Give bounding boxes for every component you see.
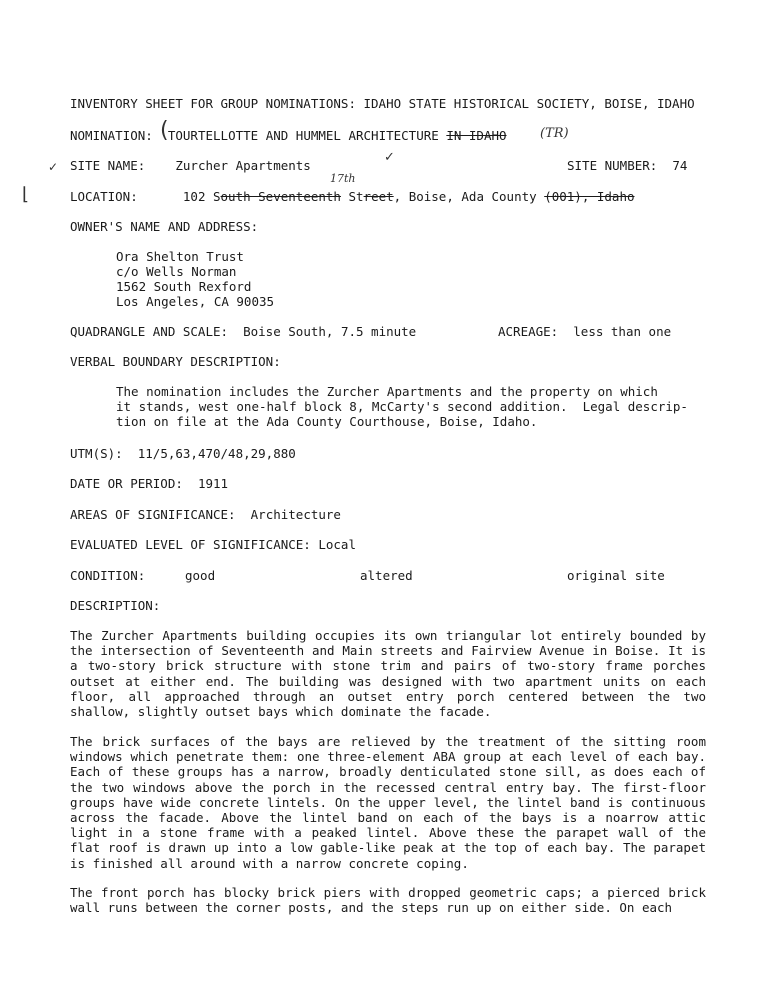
location-label: LOCATION: <box>70 189 138 204</box>
level-value: Local <box>318 537 356 552</box>
nomination-value: TOURTELLOTTE AND HUMMEL ARCHITECTURE <box>167 128 439 143</box>
quadrangle-label: QUADRANGLE AND SCALE: <box>70 324 229 339</box>
quadrangle-value: Boise South, 7.5 minute <box>243 324 417 339</box>
description-paragraph-text: The front porch has blocky brick piers with dropped geometric caps; a pierced brick wall runs between the corner posts, and the steps run up on either side. On each <box>70 885 706 916</box>
description-label: DESCRIPTION: <box>70 598 161 613</box>
utm-value: 11/5,63,470/48,29,880 <box>137 446 296 461</box>
acreage-label: ACREAGE: <box>498 324 559 339</box>
date-row <box>70 476 228 491</box>
level-label: EVALUATED LEVEL OF SIGNIFICANCE: <box>70 537 311 552</box>
areas-label: AREAS OF SIGNIFICANCE: <box>70 507 236 522</box>
location-number: 102 <box>182 189 206 204</box>
document-header: INVENTORY SHEET FOR GROUP NOMINATIONS: IDAHO STATE HISTORICAL SOCIETY, BOISE, IDAHO <box>70 96 695 111</box>
nomination-struck-text: IN IDAHO <box>446 128 507 143</box>
level-row <box>70 537 356 552</box>
date-value: 1911 <box>197 476 229 491</box>
handwritten-check-mark: ✓ <box>48 160 59 174</box>
owner-line: Ora Shelton Trust <box>116 249 244 264</box>
condition-original-site: original site <box>567 568 665 583</box>
site-number-label: SITE NUMBER: <box>567 158 658 173</box>
description-paragraph <box>70 734 706 871</box>
areas-value: Architecture <box>250 507 341 522</box>
location-struck-suffix: reet <box>363 189 394 204</box>
boundary-line: tion on file at the Ada County Courthouse, Boise, Idaho. <box>116 414 538 429</box>
utm-label: UTM(S): <box>70 446 123 461</box>
condition-altered: altered <box>360 568 413 583</box>
owner-line: c/o Wells Norman <box>116 264 237 279</box>
boundary-line: it stands, west one-half block 8, McCarty's second addition. Legal descrip- <box>116 399 688 414</box>
description-paragraph <box>70 885 706 915</box>
description-paragraph-text: The brick surfaces of the bays are relieved by the treatment of the sitting room windows which penetrate them: one three-element ABA group at each level of each bay. Each of these groups has a narrow, broadly denticulated stone sill, as does each of the two windows above the porch in the recessed central entry bay. The first-floor groups have wide concrete lintels. On the upper level, the lintel band is continuous across the facade. Above the lintel band on each of the bays is a noarrow attic light in a stone frame with a peaked lintel. Above these the parapet wall of the flat roof is drawn up into a low gable-like peak at the top of each bay. The parapet is finished all around with a narrow concrete coping. <box>70 734 706 871</box>
location-street-suffix: St <box>348 189 364 204</box>
handwritten-street-insert: 17th <box>330 172 356 185</box>
nomination-row <box>70 128 507 143</box>
description-paragraph-text: The Zurcher Apartments building occupies its own triangular lot entirely bounded by the intersection of Seventeenth and Main streets and Fairview Avenue in Boise. It is a two-story brick structure with stone trim and pairs of two-story frame porches outset at either end. The building was designed with two apartment units on each floor, all approached through an outset entry porch centered between the two shallow, slightly outset bays which dominate the facade. <box>70 628 706 720</box>
boundary-label: VERBAL BOUNDARY DESCRIPTION: <box>70 354 281 369</box>
handwritten-bracket-mark: ⌊ <box>22 184 30 205</box>
location-street-initial: S <box>213 189 221 204</box>
quadrangle-row <box>70 324 416 339</box>
acreage-row <box>498 324 671 339</box>
site-name-value: Zurcher Apartments <box>175 158 311 173</box>
owner-label: OWNER'S NAME AND ADDRESS: <box>70 219 259 234</box>
site-number-value: 74 <box>672 158 688 173</box>
owner-line: 1562 South Rexford <box>116 279 252 294</box>
location-struck-tail: (001), Idaho <box>544 189 635 204</box>
owner-line: Los Angeles, CA 90035 <box>116 294 275 309</box>
location-struck-street: outh Seventeenth <box>220 189 341 204</box>
description-paragraph <box>70 628 706 719</box>
areas-row <box>70 507 341 522</box>
site-name-row <box>70 158 311 173</box>
condition-good: good <box>185 568 216 583</box>
site-number-row <box>567 158 687 173</box>
location-city: , Boise, Ada County <box>393 189 537 204</box>
nomination-handwritten-note: (TR) <box>540 126 569 141</box>
nomination-label: NOMINATION: <box>70 128 153 143</box>
handwritten-check-mark: ✓ <box>384 150 395 165</box>
handwritten-bracket-mark: ( <box>160 118 169 143</box>
condition-label: CONDITION: <box>70 568 146 583</box>
location-row <box>70 189 635 204</box>
site-name-label: SITE NAME: <box>70 158 146 173</box>
date-label: DATE OR PERIOD: <box>70 476 183 491</box>
acreage-value: less than one <box>573 324 672 339</box>
utm-row <box>70 446 296 461</box>
boundary-line: The nomination includes the Zurcher Apartments and the property on which <box>116 384 658 399</box>
